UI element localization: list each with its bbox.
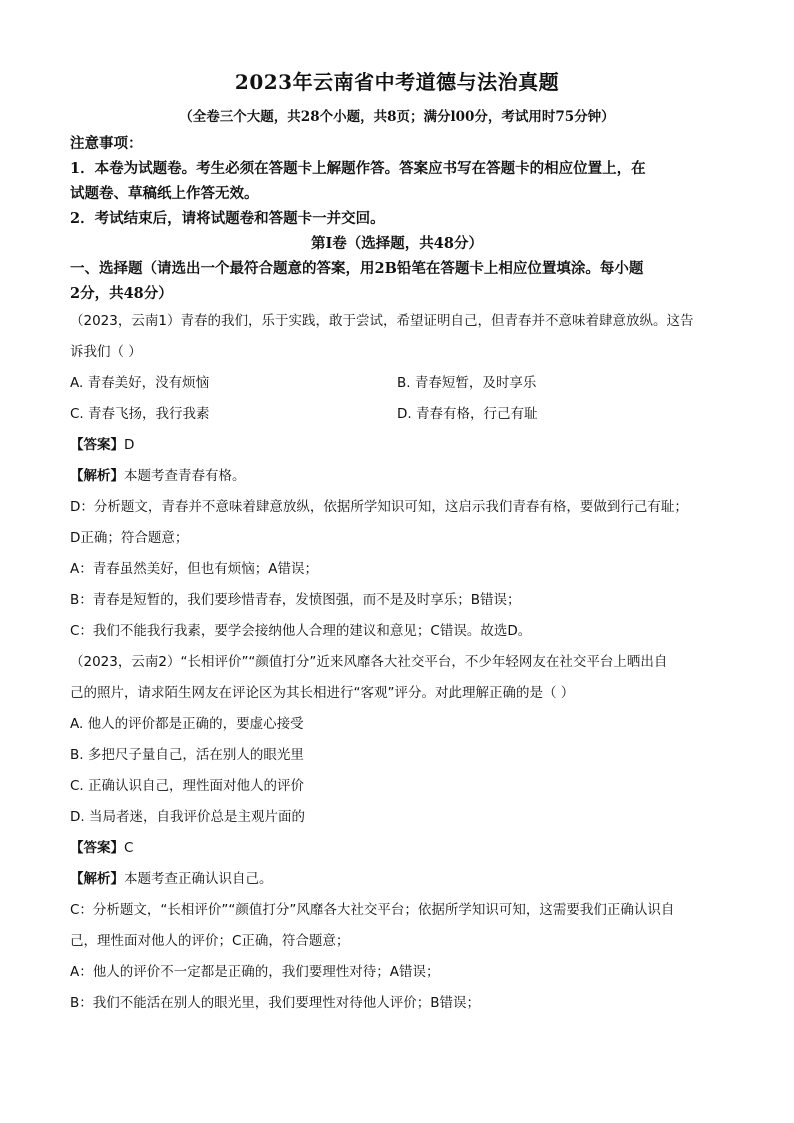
option-d: D. 当局者迷，自我评价总是主观片面的 [70, 809, 305, 825]
question-1 [70, 306, 724, 647]
option-a: A. 他人的评价都是正确的，要虚心接受 [70, 716, 304, 732]
notice-item: 2．考试结束后，请将试题卷和答题卡一并交回。 [70, 210, 385, 227]
question-stem: （2023，云南1）青春的我们，乐于实践，敢于尝试，希望证明自己，但青春并不意味着肆意放纵。这告 [70, 313, 694, 329]
answer-tag: 【答案】 [70, 840, 124, 856]
analysis-text: 本题考查正确认识自己。 [124, 871, 273, 887]
question-stem: 己的照片，请求陌生网友在评论区为其长相进行“客观”评分。对此理解正确的是（ ） [70, 685, 575, 701]
analysis-text: 本题考查青春有格。 [124, 468, 246, 484]
option-row [70, 399, 724, 430]
explanation-line: A：他人的评价不一定都是正确的，我们要理性对待；A错误； [70, 964, 440, 980]
answer-line [70, 430, 724, 461]
explanation-line: B：青春是短暂的，我们要珍惜青春，发愤图强，而不是及时享乐；B错误； [70, 592, 521, 608]
notice-item: 1．本卷为试题卷。考生必须在答题卡上解题作答。答案应书写在答题卡的相应位置上，在 [70, 160, 646, 177]
explanation-line: A：青春虽然美好，但也有烦恼；A错误； [70, 561, 318, 577]
option-c: C. 正确认识自己，理性面对他人的评价 [70, 778, 305, 794]
analysis-line [70, 461, 724, 492]
explanation-line: D正确；符合题意； [70, 530, 189, 546]
section-intro: 一、选择题（请选出一个最符合题意的答案，用2B铅笔在答题卡上相应位置填涂。每小题 [70, 260, 644, 277]
answer-line [70, 833, 724, 864]
explanation-line: C：我们不能我行我素，要学会接纳他人合理的建议和意见；C错误。故选D。 [70, 623, 532, 639]
exam-info: （全卷三个大题，共28个小题，共8页；满分l00分，考试用时75分钟） [179, 109, 615, 125]
answer-value: C [124, 840, 134, 856]
explanation-line: D：分析题文，青春并不意味着肆意放纵，依据所学知识可知，这启示我们青春有格，要做到行己有耻； [70, 499, 688, 515]
explanation-line: B：我们不能活在别人的眼光里，我们要理性对待他人评价；B错误； [70, 995, 481, 1011]
option-c: C. 青春飞扬，我行我素 [70, 406, 210, 422]
question-stem: （2023，云南2）“长相评价”“颜值打分”近来风靡各大社交平台，不少年轻网友在社交平台上晒出自 [70, 654, 668, 670]
explanation-line: 己，理性面对他人的评价；C正确，符合题意； [70, 933, 350, 949]
question-2 [70, 647, 724, 1019]
notice-heading: 注意事项： [70, 135, 143, 152]
explanation-line: C：分析题文，“长相评价”“颜值打分”风靡各大社交平台；依据所学知识可知，这需要我们正确认识自 [70, 902, 675, 918]
analysis-line [70, 864, 724, 895]
option-d: D. 青春有格，行己有耻 [397, 406, 538, 422]
option-b: B. 多把尺子量自己，活在别人的眼光里 [70, 747, 304, 763]
question-stem: 诉我们（ ） [70, 344, 142, 360]
analysis-tag: 【解析】 [70, 468, 124, 484]
analysis-tag: 【解析】 [70, 871, 124, 887]
page-title: 2023年云南省中考道德与法治真题 [234, 70, 560, 94]
answer-tag: 【答案】 [70, 437, 124, 453]
document-page [70, 66, 724, 1019]
option-b: B. 青春短暂，及时享乐 [397, 375, 537, 391]
notice-item: 试题卷、草稿纸上作答无效。 [70, 185, 259, 202]
answer-value: D [124, 437, 135, 453]
option-row [70, 368, 724, 399]
option-a: A. 青春美好，没有烦恼 [70, 375, 210, 391]
section-intro: 2分，共48分） [70, 285, 173, 302]
section-title: 第Ⅰ卷（选择题，共48分） [311, 235, 483, 252]
